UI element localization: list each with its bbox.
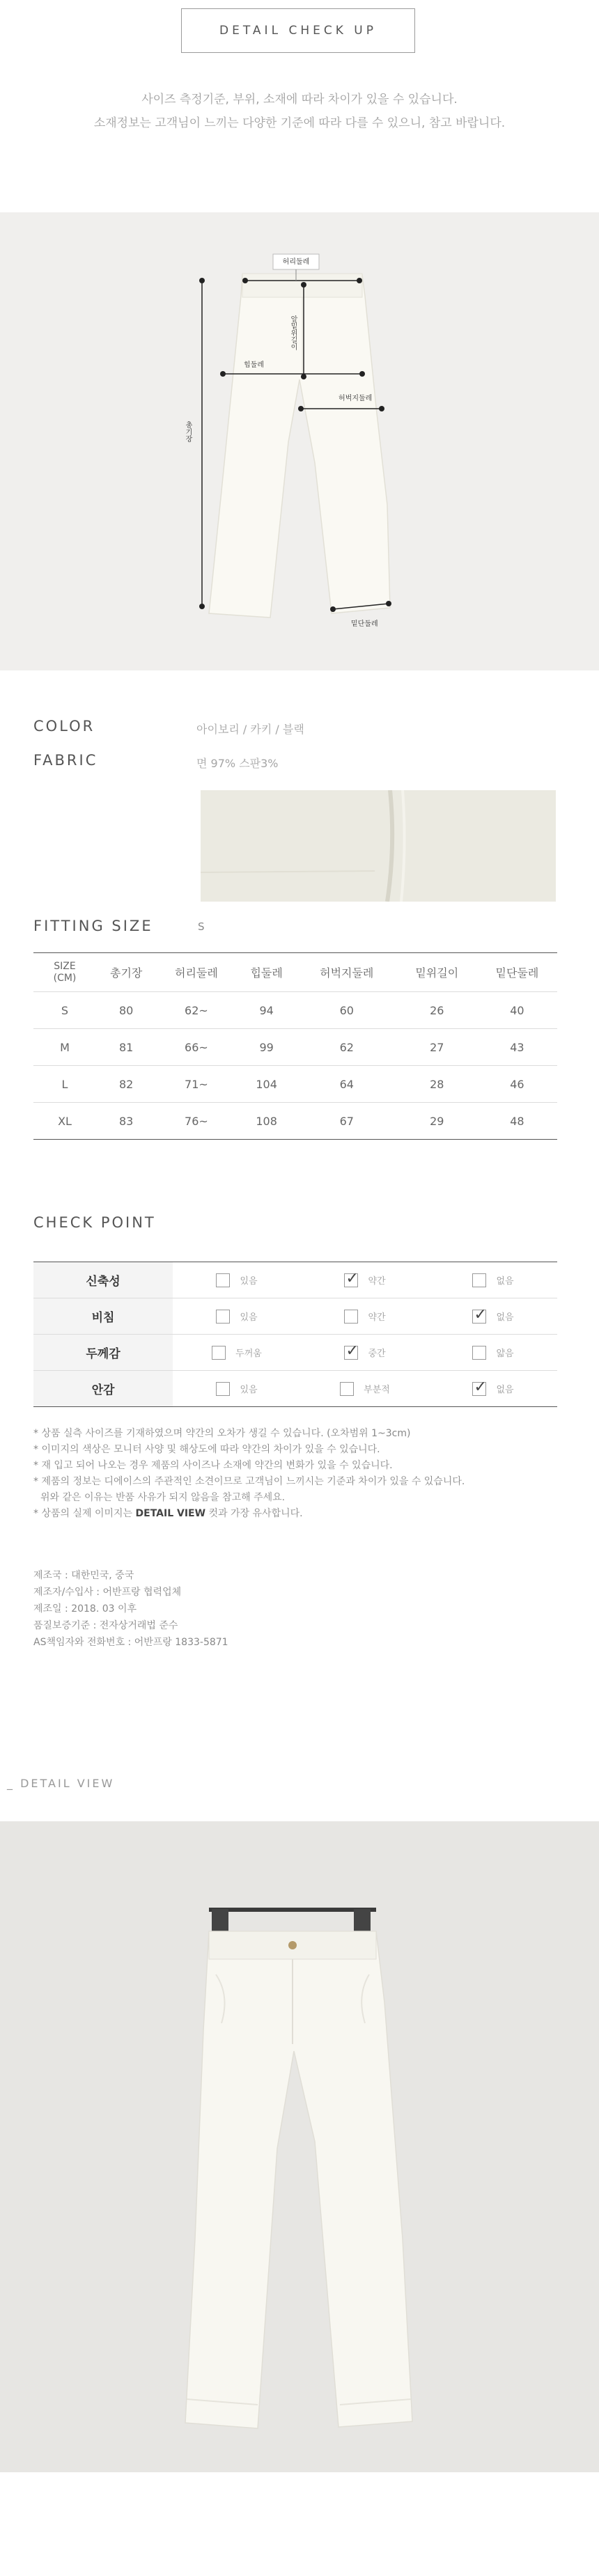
cell: 76~ (156, 1103, 236, 1140)
note-line-6 (33, 1506, 303, 1520)
pants-measurement-illustration (0, 212, 599, 670)
cell: 99 (236, 1029, 296, 1066)
header-rise: 밑위길이 (397, 953, 477, 992)
table-row (33, 992, 557, 1029)
checkpoint-option[interactable] (173, 1346, 301, 1360)
fitting-header-row (33, 953, 557, 992)
color-label: COLOR (33, 718, 95, 735)
cell: 29 (397, 1103, 477, 1140)
cell: L (33, 1066, 96, 1103)
option-label: 약간 (368, 1312, 386, 1323)
pants-hanging-photo (0, 1821, 599, 2472)
notice-line-1: 사이즈 측정기준, 부위, 소재에 따라 차이가 있을 수 있습니다. (141, 93, 458, 107)
cell: 27 (397, 1029, 477, 1066)
notice-line-2: 소재정보는 고객님이 느끼는 다양한 기준에 따라 다를 수 있으니, 참고 바랍니다. (93, 116, 506, 130)
checkbox[interactable] (344, 1310, 358, 1324)
fitting-size-table (33, 952, 557, 1140)
checkpoint-row-stretch (33, 1262, 557, 1298)
checkpoint-row-sheerness (33, 1298, 557, 1335)
measurement-diagram-photo (0, 212, 599, 670)
waist-label: 허리둘레 (282, 258, 310, 266)
checkbox-checked[interactable] (472, 1310, 486, 1324)
fabric-swatch-photo (201, 790, 556, 902)
checkbox-checked[interactable] (344, 1273, 358, 1287)
header-size: SIZE (CM) (33, 953, 96, 992)
header-hem: 밑단둘레 (477, 953, 557, 992)
check-point-title: CHECK POINT (33, 1214, 156, 1231)
cell: 64 (297, 1066, 397, 1103)
option-label: 있음 (240, 1385, 258, 1395)
header-waist: 허리둘레 (156, 953, 236, 992)
cell: 67 (297, 1103, 397, 1140)
option-label: 부분적 (364, 1385, 390, 1395)
detail-check-up-title: DETAIL CHECK UP (219, 24, 377, 38)
checkpoint-option[interactable] (301, 1346, 429, 1360)
hip-label: 힙둘레 (244, 361, 264, 369)
cell: 26 (397, 992, 477, 1029)
cell: 81 (96, 1029, 156, 1066)
cell: 62 (297, 1029, 397, 1066)
total-length-label: 총기장 (184, 421, 192, 442)
thigh-label: 허벅지둘레 (339, 395, 373, 402)
checkbox[interactable] (472, 1273, 486, 1287)
option-label: 있음 (240, 1276, 258, 1287)
option-label: 없음 (496, 1385, 514, 1395)
cell: S (33, 992, 96, 1029)
checkpoint-option[interactable] (301, 1310, 429, 1324)
note-line-1: * 상품 실측 사이즈를 기재하였으며 약간의 오차가 생길 수 있습니다. (오차범위 1~3cm) (33, 1428, 411, 1439)
note-line-6-pre: * 상품의 실제 이미지는 (33, 1508, 136, 1519)
option-label: 약간 (368, 1276, 386, 1287)
checkpoint-row-lining (33, 1371, 557, 1407)
cell: 28 (397, 1066, 477, 1103)
option-label: 있음 (240, 1312, 258, 1323)
checkbox[interactable] (216, 1273, 230, 1287)
fabric-label: FABRIC (33, 752, 98, 769)
cell: 71~ (156, 1066, 236, 1103)
meta-origin: 제조국 : 대한민국, 중국 (33, 1570, 134, 1581)
fabric-value: 면 97% 스판3% (196, 757, 279, 770)
checkpoint-name: 두께감 (33, 1335, 173, 1371)
fitting-size-title: FITTING SIZE (33, 918, 153, 934)
checkpoint-option[interactable] (429, 1310, 557, 1324)
meta-warranty: 품질보증기준 : 전자상거래법 준수 (33, 1620, 178, 1631)
checkbox[interactable] (216, 1382, 230, 1396)
checkbox[interactable] (216, 1310, 230, 1324)
check-point-table (33, 1262, 557, 1407)
fabric-texture (201, 790, 556, 902)
option-label: 얇음 (496, 1349, 514, 1359)
note-line-6-post: 컷과 가장 유사합니다. (205, 1508, 303, 1519)
checkbox-checked[interactable] (472, 1382, 486, 1396)
cell: XL (33, 1103, 96, 1140)
cell: 40 (477, 992, 557, 1029)
cell: 60 (297, 992, 397, 1029)
meta-as-contact: AS책임자와 전화번호 : 어반프랑 1833-5871 (33, 1637, 228, 1648)
checkpoint-option[interactable] (429, 1382, 557, 1396)
color-value: 아이보리 / 카키 / 블랙 (196, 723, 304, 736)
checkpoint-name: 안감 (33, 1371, 173, 1407)
detail-view-photo (0, 1821, 599, 2472)
cell: 46 (477, 1066, 557, 1103)
checkbox[interactable] (340, 1382, 354, 1396)
table-row (33, 1066, 557, 1103)
checkpoint-option[interactable] (301, 1273, 429, 1287)
checkpoint-option[interactable] (173, 1382, 301, 1396)
checkpoint-option[interactable] (301, 1382, 429, 1396)
note-line-2: * 이미지의 색상은 모니터 사양 및 해상도에 따라 약간의 차이가 있을 수 있습니다. (33, 1444, 380, 1455)
note-line-5: 위와 같은 이유는 반품 사유가 되지 않음을 참고해 주세요. (40, 1492, 286, 1503)
meta-maker: 제조자/수입사 : 어반프랑 협력업체 (33, 1587, 182, 1598)
hem-label: 밑단둘레 (351, 620, 378, 628)
checkpoint-row-thickness (33, 1335, 557, 1371)
table-row (33, 1029, 557, 1066)
cell: 108 (236, 1103, 296, 1140)
cell: 80 (96, 992, 156, 1029)
option-label: 중간 (368, 1349, 386, 1359)
cell: 82 (96, 1066, 156, 1103)
cell: 48 (477, 1103, 557, 1140)
cell: M (33, 1029, 96, 1066)
checkpoint-option[interactable] (173, 1310, 301, 1324)
note-line-3: * 재 입고 되어 나오는 경우 제품의 사이즈나 소재에 약간의 변화가 있을 수 있습니다. (33, 1460, 393, 1471)
option-label: 두꺼움 (235, 1349, 262, 1359)
checkpoint-option[interactable] (173, 1273, 301, 1287)
rise-label: 앞밑위길이 (289, 315, 297, 350)
cell: 66~ (156, 1029, 236, 1066)
cell: 43 (477, 1029, 557, 1066)
option-label: 없음 (496, 1312, 514, 1323)
checkbox[interactable] (472, 1346, 486, 1360)
meta-date: 제조일 : 2018. 03 이후 (33, 1603, 137, 1615)
header-thigh: 허벅지둘레 (297, 953, 397, 992)
fitting-size-value: S (198, 920, 205, 933)
checkbox-checked[interactable] (344, 1346, 358, 1360)
cell: 94 (236, 992, 296, 1029)
detail-check-up-box (181, 8, 415, 53)
header-total-length: 총기장 (96, 953, 156, 992)
header-hip: 힙둘레 (236, 953, 296, 992)
table-row (33, 1103, 557, 1140)
checkpoint-option[interactable] (429, 1346, 557, 1360)
checkbox[interactable] (212, 1346, 226, 1360)
checkpoint-option[interactable] (429, 1273, 557, 1287)
checkpoint-name: 신축성 (33, 1262, 173, 1298)
option-label: 없음 (496, 1276, 514, 1287)
cell: 104 (236, 1066, 296, 1103)
detail-view-title: _ DETAIL VIEW (7, 1777, 115, 1790)
note-line-6-bold: DETAIL VIEW (135, 1508, 206, 1519)
note-line-4: * 제품의 정보는 디에이스의 주관적인 소견이므로 고객님이 느끼시는 기준과 차이가 있을 수 있습니다. (33, 1476, 465, 1487)
cell: 62~ (156, 992, 236, 1029)
cell: 83 (96, 1103, 156, 1140)
checkpoint-name: 비침 (33, 1298, 173, 1335)
